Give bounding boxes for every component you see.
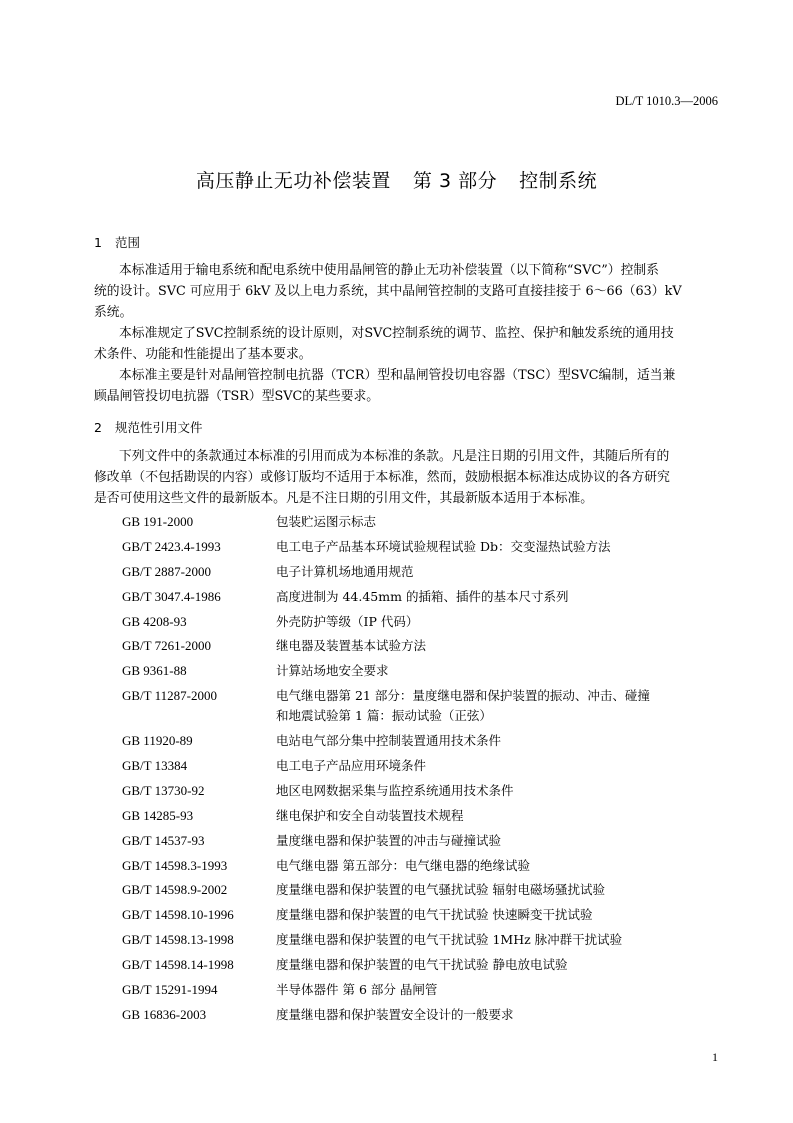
reference-item xyxy=(122,831,722,851)
section-1-heading xyxy=(94,233,140,251)
paragraph-line: 本标准主要是针对晶闸管控制电抗器（TCR）型和晶闸管投切电容器（TSC）型SVC编制，适当兼 xyxy=(119,368,676,383)
reference-code: GB 191-2000 xyxy=(122,514,194,529)
reference-title: 继电保护和安全自动装置技术规程 xyxy=(276,807,464,823)
reference-item xyxy=(122,612,722,632)
section-2-intro xyxy=(94,446,720,509)
reference-item xyxy=(122,930,722,950)
reference-code: GB/T 14537-93 xyxy=(122,832,205,848)
reference-title: 电工电子产品基本环境试验规程试验 Db：交变湿热试验方法 xyxy=(276,538,611,554)
reference-item xyxy=(122,537,722,557)
paragraph-line: 下列文件中的条款通过本标准的引用而成为本标准的条款。凡是注日期的引用文件，其随后所有的 xyxy=(119,449,670,464)
reference-code: GB/T 13730-92 xyxy=(122,782,205,798)
reference-title: 电站电气部分集中控制装置通用技术条件 xyxy=(276,733,502,749)
reference-item xyxy=(122,512,722,532)
normative-references-list xyxy=(122,512,722,1030)
reference-title: 度量继电器和保护装置的电气干扰试验 1MHz 脉冲群干扰试验 xyxy=(276,932,623,948)
reference-code: GB/T 3047.4-1986 xyxy=(122,588,221,604)
reference-title-line: 电气继电器第 21 部分：量度继电器和保护装置的振动、冲击、碰撞 xyxy=(276,688,650,704)
paragraph-line: 本标准适用于输电系统和配电系统中使用晶闸管的静止无功补偿装置（以下简称“SVC”）控制系 xyxy=(119,263,659,278)
section-1-number: 1 xyxy=(94,235,102,250)
reference-item xyxy=(122,636,722,656)
reference-item xyxy=(122,880,722,900)
paragraph-line: 顾晶闸管投切电抗器（TSR）型SVC的某些要求。 xyxy=(94,389,380,404)
reference-item xyxy=(122,955,722,975)
reference-title: 电子计算机场地通用规范 xyxy=(276,563,414,579)
reference-code: GB 4208-93 xyxy=(122,613,187,629)
reference-code: GB 9361-88 xyxy=(122,663,187,679)
section-1-paragraph-2 xyxy=(94,323,720,365)
section-2-title: 规范性引用文件 xyxy=(115,420,203,435)
reference-code: GB 14285-93 xyxy=(122,807,194,823)
reference-code: GB/T 11287-2000 xyxy=(122,688,217,704)
reference-item xyxy=(122,1005,722,1025)
reference-code: GB/T 2887-2000 xyxy=(122,563,211,579)
title-part-1: 高压静止无功补偿装置 xyxy=(195,170,391,192)
reference-code: GB/T 14598.9-2002 xyxy=(122,882,228,898)
paragraph-line: 统的设计。SVC 可应用于 6kV 及以上电力系统，其中晶闸管控制的支路可直接挂接于 6～66（63）kV xyxy=(94,284,682,299)
reference-title: 度量继电器和保护装置安全设计的一般要求 xyxy=(276,1006,514,1022)
reference-title xyxy=(276,686,722,726)
reference-title: 半导体器件 第 6 部分 晶闸管 xyxy=(276,982,438,998)
reference-title: 外壳防护等级（IP 代码） xyxy=(276,613,419,629)
reference-code: GB/T 14598.14-1998 xyxy=(122,957,234,973)
reference-title: 计算站场地安全要求 xyxy=(276,663,389,679)
page-number: 1 xyxy=(712,1050,718,1064)
title-part-3: 控制系统 xyxy=(519,170,598,192)
paragraph-line: 修改单（不包括勘误的内容）或修订版均不适用于本标准，然而，鼓励根据本标准达成协议的各方研究 xyxy=(94,470,670,485)
reference-title: 继电器及装置基本试验方法 xyxy=(276,638,427,654)
reference-item xyxy=(122,731,722,751)
reference-code: GB/T 13384 xyxy=(122,758,188,774)
section-2-heading xyxy=(94,418,203,436)
document-code: DL/T 1010.3—2006 xyxy=(615,94,718,108)
reference-code: GB/T 14598.10-1996 xyxy=(122,907,234,923)
reference-item xyxy=(122,686,722,726)
reference-title: 度量继电器和保护装置的电气骚扰试验 辐射电磁场骚扰试验 xyxy=(276,882,605,898)
section-1-paragraph-1 xyxy=(94,260,720,323)
paragraph-line: 系统。 xyxy=(94,305,133,320)
reference-item xyxy=(122,856,722,876)
reference-code: GB/T 2423.4-1993 xyxy=(122,538,221,554)
paragraph-line: 术条件、功能和性能提出了基本要求。 xyxy=(94,347,312,362)
reference-title: 度量继电器和保护装置的电气干扰试验 静电放电试验 xyxy=(276,957,568,973)
reference-title-line: 和地震试验第 1 篇：振动试验（正弦） xyxy=(276,708,492,724)
reference-code: GB 16836-2003 xyxy=(122,1006,207,1022)
reference-title: 度量继电器和保护装置的电气干扰试验 快速瞬变干扰试验 xyxy=(276,907,593,923)
reference-title: 电工电子产品应用环境条件 xyxy=(276,758,427,774)
reference-code: GB 11920-89 xyxy=(122,733,193,749)
reference-title: 包装贮运图示标志 xyxy=(276,514,377,529)
reference-code: GB/T 7261-2000 xyxy=(122,638,211,654)
reference-item xyxy=(122,562,722,582)
reference-title: 量度继电器和保护装置的冲击与碰撞试验 xyxy=(276,832,502,848)
section-1-title: 范围 xyxy=(115,235,141,250)
reference-title: 高度进制为 44.45mm 的插箱、插件的基本尺寸系列 xyxy=(276,588,569,604)
section-1-paragraph-3 xyxy=(94,365,720,407)
reference-item xyxy=(122,756,722,776)
reference-item xyxy=(122,781,722,801)
reference-item xyxy=(122,905,722,925)
reference-item xyxy=(122,980,722,1000)
paragraph-line: 本标准规定了SVC控制系统的设计原则，对SVC控制系统的调节、监控、保护和触发系统的通用技 xyxy=(119,326,674,341)
title-part-2: 第 3 部分 xyxy=(412,170,498,192)
reference-code: GB/T 15291-1994 xyxy=(122,982,218,998)
reference-code: GB/T 14598.3-1993 xyxy=(122,857,228,873)
reference-title: 电气继电器 第五部分：电气继电器的绝缘试验 xyxy=(276,857,530,873)
reference-item xyxy=(122,661,722,681)
page-title xyxy=(0,166,793,193)
reference-title: 地区电网数据采集与监控系统通用技术条件 xyxy=(276,782,514,798)
reference-item xyxy=(122,806,722,826)
reference-item xyxy=(122,587,722,607)
reference-code: GB/T 14598.13-1998 xyxy=(122,932,234,948)
section-2-number: 2 xyxy=(94,420,102,435)
paragraph-line: 是否可使用这些文件的最新版本。凡是不注日期的引用文件，其最新版本适用于本标准。 xyxy=(94,491,594,506)
